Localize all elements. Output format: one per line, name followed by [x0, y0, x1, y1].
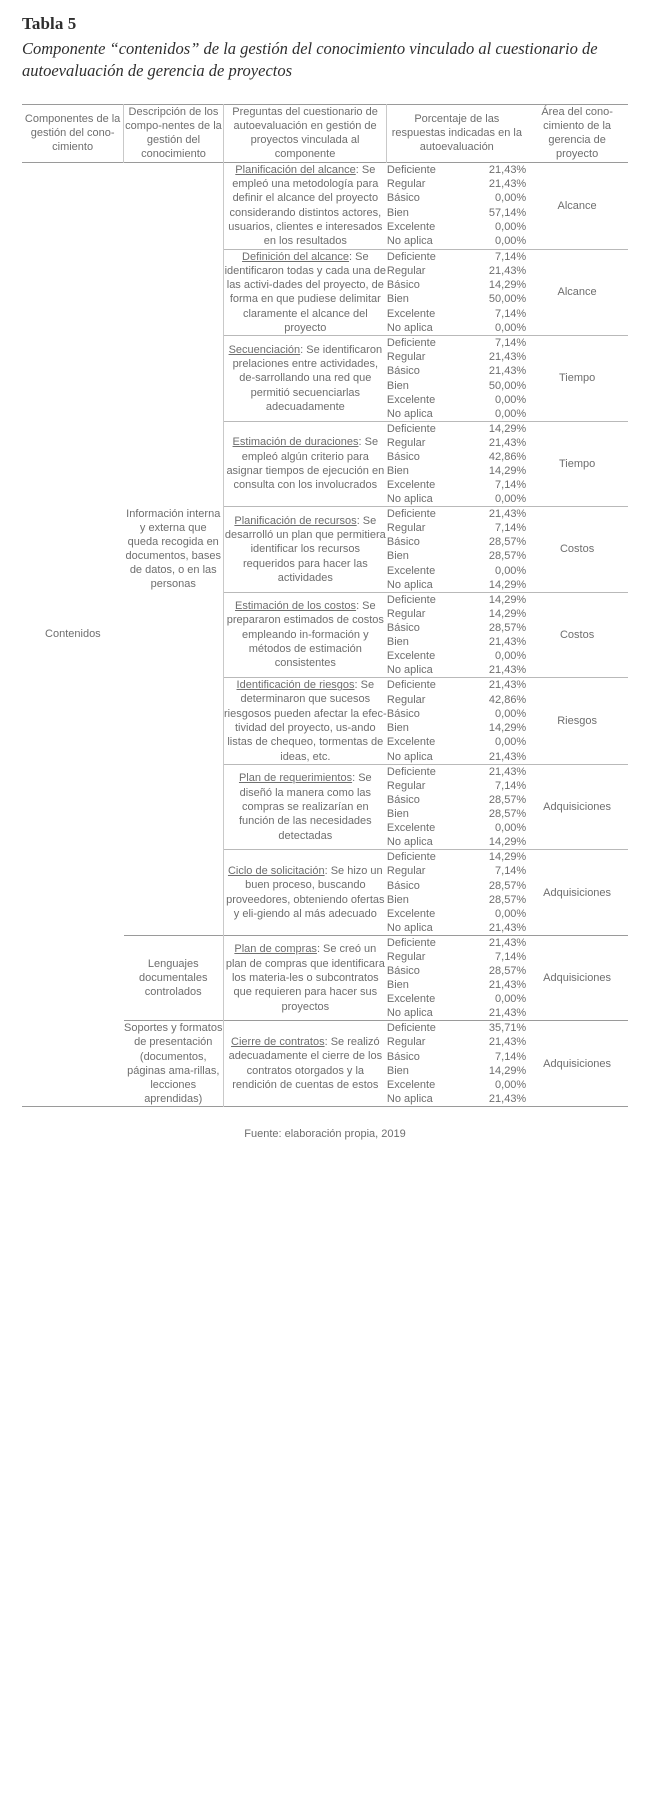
cell-nivel: No aplica — [386, 493, 433, 506]
cell-nivel: Básico — [386, 536, 420, 549]
cell-porcentaje: 42,86% — [488, 693, 527, 706]
pregunta-cuerpo: : Se identificaron todas y cada una de las activi-dades del proyecto, de forma en que pudiese delimitar claramente el alcance del proyecto — [224, 250, 387, 334]
pregunta-cuerpo: : Se identificaron prelaciones entre actividades, de-sarrollando una red que permitió secuenciarlas adecuadamente — [232, 343, 383, 413]
cell-porcentaje: 14,29% — [488, 607, 527, 620]
cell-porcentaje: 57,14% — [488, 206, 527, 219]
column-header-componentes: Componentes de la gestión del cono-cimiento — [24, 112, 121, 154]
cell-nivel: Deficiente — [386, 163, 436, 176]
table-header — [22, 104, 628, 162]
cell-nivel: Bien — [386, 635, 409, 648]
cell-nivel: Básico — [386, 279, 420, 292]
cell-nivel: No aplica — [386, 1092, 433, 1105]
cell-nivel: No aplica — [386, 664, 433, 677]
pregunta-cuerpo: : Se empleó una metodología para definir el alcance del proyecto considerando distintos actores, usuarios, clientes e interesados en los resultados — [228, 163, 383, 248]
cell-area: Adquisiciones — [543, 801, 612, 814]
cell-porcentaje: 50,00% — [488, 293, 527, 306]
cell-porcentaje: 7,14% — [495, 522, 527, 535]
table-body — [22, 162, 628, 1106]
cell-nivel: Básico — [386, 365, 420, 378]
cell-nivel: No aplica — [386, 407, 433, 420]
cell-nivel: Excelente — [386, 822, 436, 835]
cell-porcentaje: 21,43% — [488, 936, 527, 949]
cell-porcentaje: 0,00% — [495, 707, 527, 720]
cell-area: Adquisiciones — [543, 1057, 612, 1070]
cell-nivel: Excelente — [386, 736, 436, 749]
source-note: Fuente: elaboración propia, 2019 — [244, 1127, 406, 1140]
cell-area: Alcance — [557, 286, 597, 299]
pregunta-cuerpo: : Se prepararon estimados de costos empleando in-formación y métodos de estimación consistentes — [226, 600, 384, 670]
cell-descripcion: Lenguajes documentales controlados — [138, 957, 208, 999]
cell-nivel: Deficiente — [386, 508, 436, 521]
cell-pregunta — [223, 1021, 387, 1106]
cell-area: Tiempo — [558, 372, 596, 385]
pregunta-cuerpo: : Se desarrolló un plan que permitiera identificar los recursos requeridos para hacer las actividades — [224, 514, 386, 584]
cell-porcentaje: 7,14% — [495, 337, 527, 350]
pregunta-titulo: Planificación del alcance — [235, 163, 356, 176]
cell-porcentaje: 0,00% — [495, 822, 527, 835]
cell-nivel: Deficiente — [386, 422, 436, 435]
cell-descripcion: Soportes y formatos de presentación (documentos, páginas ama-rillas, lecciones aprendidas) — [124, 1022, 223, 1105]
cell-porcentaje: 21,43% — [488, 163, 527, 176]
cell-nivel: Deficiente — [386, 851, 436, 864]
column-header-descripcion: Descripción de los compo-nentes de la gestión del conocimiento — [125, 105, 222, 161]
cell-porcentaje: 0,00% — [495, 736, 527, 749]
cell-nivel: Deficiente — [386, 936, 436, 949]
cell-porcentaje: 42,86% — [488, 450, 527, 463]
cell-nivel: No aplica — [386, 1007, 433, 1020]
cell-nivel: Regular — [386, 264, 426, 277]
cell-porcentaje: 21,43% — [488, 1092, 527, 1105]
cell-pregunta — [223, 935, 387, 1020]
cell-porcentaje: 14,29% — [488, 722, 527, 735]
cell-pregunta — [223, 421, 387, 506]
cell-porcentaje: 0,00% — [495, 493, 527, 506]
cell-nivel: No aplica — [386, 750, 433, 763]
cell-porcentaje: 7,14% — [495, 1050, 527, 1063]
cell-nivel: Deficiente — [386, 593, 436, 606]
cell-porcentaje: 0,00% — [495, 564, 527, 577]
cell-porcentaje: 14,29% — [488, 851, 527, 864]
cell-descripcion: Información interna y externa que queda recogida en documentos, bases de datos, o en las personas — [125, 507, 221, 590]
cell-porcentaje: 28,57% — [488, 965, 527, 978]
cell-porcentaje: 7,14% — [495, 780, 527, 793]
cell-porcentaje: 21,43% — [488, 679, 527, 692]
cell-nivel: No aplica — [386, 578, 433, 591]
cell-nivel: Excelente — [386, 393, 436, 406]
cell-porcentaje: 0,00% — [495, 1078, 527, 1091]
cell-porcentaje: 21,43% — [488, 664, 527, 677]
cell-porcentaje: 21,43% — [488, 436, 527, 449]
cell-porcentaje: 7,14% — [495, 479, 527, 492]
cell-nivel: No aplica — [386, 836, 433, 849]
pregunta-cuerpo: : Se empleó algún criterio para asignar tiempos de ejecución en consulta con los involucrados — [226, 436, 385, 492]
cell-area: Alcance — [557, 199, 597, 212]
cell-porcentaje: 21,43% — [488, 351, 527, 364]
table-number-label: Tabla 5 — [22, 14, 77, 33]
cell-porcentaje: 0,00% — [495, 322, 527, 335]
cell-nivel: Excelente — [386, 993, 436, 1006]
cell-nivel: Regular — [386, 351, 426, 364]
cell-porcentaje: 0,00% — [495, 393, 527, 406]
table-row — [22, 162, 628, 177]
cell-porcentaje: 21,43% — [488, 178, 527, 191]
cell-porcentaje: 21,43% — [488, 1036, 527, 1049]
cell-porcentaje: 21,43% — [488, 635, 527, 648]
cell-nivel: Básico — [386, 450, 420, 463]
cell-nivel: No aplica — [386, 235, 433, 248]
cell-porcentaje: 7,14% — [495, 865, 527, 878]
cell-porcentaje: 28,57% — [488, 621, 527, 634]
cell-nivel: Bien — [386, 808, 409, 821]
cell-porcentaje: 14,29% — [488, 593, 527, 606]
cell-nivel: Deficiente — [386, 679, 436, 692]
pregunta-titulo: Plan de compras — [234, 943, 317, 956]
cell-porcentaje: 28,57% — [488, 879, 527, 892]
cell-porcentaje: 0,00% — [495, 650, 527, 662]
cell-porcentaje: 7,14% — [495, 950, 527, 963]
cell-porcentaje: 21,43% — [488, 264, 527, 277]
cell-porcentaje: 0,00% — [495, 907, 527, 920]
cell-nivel: Bien — [386, 379, 409, 392]
header-row — [22, 104, 628, 162]
pregunta-cuerpo: : Se realizó adecuadamente el cierre de los contratos otorgados y la rendición de cuentas de estos — [228, 1035, 383, 1091]
column-header-porcentaje: Porcentaje de las respuestas indicadas en la autoevaluación — [387, 104, 526, 162]
cell-porcentaje: 21,43% — [488, 765, 527, 778]
pregunta-titulo: Planificación de recursos — [234, 514, 357, 527]
cell-porcentaje: 7,14% — [495, 307, 527, 320]
pregunta-titulo: Identificación de riesgos — [236, 679, 355, 692]
cell-nivel: Básico — [386, 707, 420, 720]
pregunta-titulo: Definición del alcance — [242, 250, 350, 263]
cell-nivel: Excelente — [386, 1078, 436, 1091]
cell-nivel: Bien — [386, 206, 409, 219]
cell-nivel: Bien — [386, 464, 409, 477]
cell-porcentaje: 21,43% — [488, 979, 527, 992]
cell-nivel: Regular — [386, 436, 426, 449]
cell-porcentaje: 28,57% — [488, 794, 527, 807]
cell-porcentaje: 14,29% — [488, 836, 527, 849]
cell-porcentaje: 28,57% — [488, 536, 527, 549]
cell-porcentaje: 21,43% — [488, 508, 527, 521]
cell-porcentaje: 14,29% — [488, 464, 527, 477]
cell-componente: Contenidos — [45, 628, 101, 641]
pregunta-titulo: Estimación de los costos — [235, 600, 357, 613]
cell-nivel: Bien — [386, 893, 409, 906]
cell-porcentaje: 21,43% — [488, 365, 527, 378]
cell-area: Adquisiciones — [543, 886, 612, 899]
cell-porcentaje: 0,00% — [495, 192, 527, 205]
cell-nivel: Excelente — [386, 650, 436, 662]
cell-porcentaje: 21,43% — [488, 750, 527, 763]
cell-nivel: Básico — [386, 879, 420, 892]
cell-nivel: Excelente — [386, 479, 436, 492]
cell-area: Costos — [559, 628, 595, 641]
cell-porcentaje: 21,43% — [488, 1007, 527, 1020]
pregunta-titulo: Estimación de duraciones — [232, 436, 359, 449]
cell-porcentaje: 21,43% — [488, 921, 527, 934]
cell-porcentaje: 28,57% — [488, 550, 527, 563]
cell-porcentaje: 28,57% — [488, 808, 527, 821]
cell-nivel: Bien — [386, 979, 409, 992]
cell-area: Tiempo — [558, 457, 596, 470]
pregunta-titulo: Cierre de contratos — [231, 1035, 325, 1048]
pregunta-cuerpo: : Se creó un plan de compras que identificara los materia-les o subcontratos que requieren para hacer sus proyectos — [225, 943, 385, 1013]
cell-nivel: Regular — [386, 1036, 426, 1049]
cell-area: Riesgos — [557, 715, 597, 727]
cell-nivel: Deficiente — [386, 250, 436, 263]
cell-nivel: Regular — [386, 178, 426, 191]
cell-nivel: Regular — [386, 607, 426, 620]
cell-nivel: Bien — [386, 550, 409, 563]
cell-nivel: Bien — [386, 293, 409, 306]
cell-area: Costos — [559, 543, 595, 556]
cell-area: Adquisiciones — [543, 972, 612, 985]
cell-pregunta — [223, 678, 387, 765]
cell-nivel: Excelente — [386, 220, 436, 233]
cell-pregunta — [223, 764, 387, 849]
cell-nivel: No aplica — [386, 322, 433, 335]
cell-nivel: Básico — [386, 192, 420, 205]
cell-porcentaje: 50,00% — [488, 379, 527, 392]
cell-nivel: Deficiente — [386, 1022, 436, 1035]
pregunta-cuerpo: : Se determinaron que sucesos riesgosos pueden afectar la efec-tividad del proyecto, us-ando listas de chequeo, tormentas de ideas, etc. — [224, 679, 387, 763]
pregunta-cuerpo: : Se diseñó la manera como las compras se realizarían en función de las necesidades detectadas — [238, 772, 372, 842]
cell-nivel: Básico — [386, 1050, 420, 1063]
data-table — [22, 104, 628, 1107]
cell-pregunta — [223, 249, 387, 336]
cell-pregunta — [223, 850, 387, 935]
pregunta-titulo: Ciclo de solicitación — [227, 865, 325, 878]
cell-porcentaje: 14,29% — [488, 578, 527, 591]
cell-nivel: Regular — [386, 950, 426, 963]
column-header-area: Área del cono-cimiento de la gerencia de proyecto — [541, 105, 613, 161]
pregunta-titulo: Plan de requerimientos — [238, 772, 353, 785]
pregunta-titulo: Secuenciación — [228, 343, 301, 356]
cell-nivel: No aplica — [386, 921, 433, 934]
cell-nivel: Excelente — [386, 564, 436, 577]
cell-porcentaje: 0,00% — [495, 220, 527, 233]
cell-porcentaje: 0,00% — [495, 407, 527, 420]
cell-porcentaje: 7,14% — [495, 250, 527, 263]
cell-porcentaje: 0,00% — [495, 235, 527, 248]
cell-nivel: Excelente — [386, 307, 436, 320]
cell-nivel: Básico — [386, 794, 420, 807]
cell-porcentaje: 14,29% — [488, 1064, 527, 1077]
cell-nivel: Regular — [386, 693, 426, 706]
cell-nivel: Bien — [386, 722, 409, 735]
cell-nivel: Bien — [386, 1064, 409, 1077]
cell-porcentaje: 0,00% — [495, 993, 527, 1006]
cell-nivel: Deficiente — [386, 765, 436, 778]
column-header-preguntas: Preguntas del cuestionario de autoevaluación en gestión de proyectos vinculada al componente — [223, 104, 387, 162]
cell-porcentaje: 28,57% — [488, 893, 527, 906]
cell-pregunta — [223, 592, 387, 677]
cell-nivel: Regular — [386, 865, 426, 878]
cell-nivel: Regular — [386, 780, 426, 793]
cell-pregunta — [223, 507, 387, 592]
cell-nivel: Básico — [386, 965, 420, 978]
cell-nivel: Deficiente — [386, 337, 436, 350]
cell-porcentaje: 14,29% — [488, 279, 527, 292]
cell-nivel: Excelente — [386, 907, 436, 920]
cell-nivel: Básico — [386, 621, 420, 634]
cell-nivel: Regular — [386, 522, 426, 535]
pregunta-cuerpo: : Se hizo un buen proceso, buscando proveedores, obteniendo ofertas y eli-giendo al más adecuado — [226, 865, 385, 920]
cell-pregunta — [223, 336, 387, 421]
cell-pregunta — [223, 162, 387, 249]
cell-porcentaje: 14,29% — [488, 422, 527, 435]
table-caption: Componente “contenidos” de la gestión del conocimiento vinculado al cuestionario de autoevaluación de gerencia de proyectos — [22, 39, 598, 80]
cell-porcentaje: 35,71% — [488, 1022, 527, 1035]
